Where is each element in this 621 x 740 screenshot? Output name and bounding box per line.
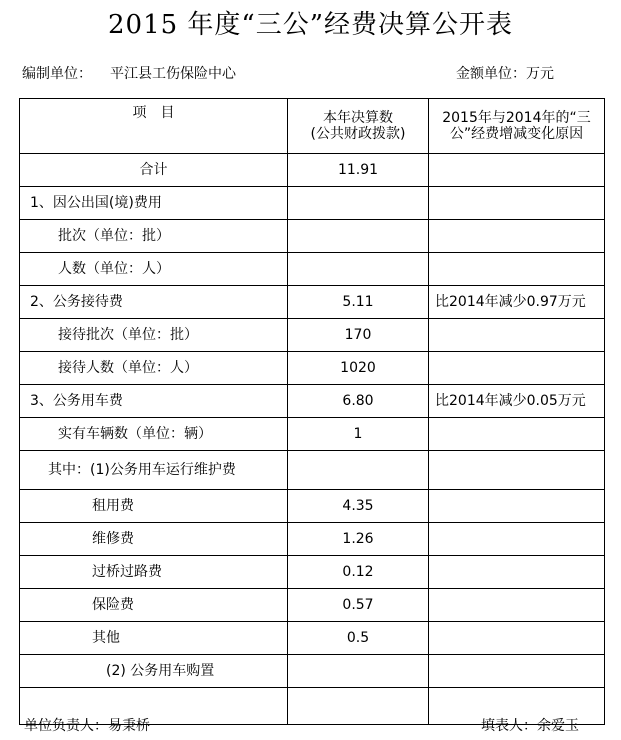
row-item: 其中：(1)公务用车运行维护费	[20, 451, 288, 490]
row-item: 其他	[20, 622, 288, 655]
row-amount: 5.11	[288, 286, 429, 319]
row-reason	[429, 187, 605, 220]
table-row	[20, 556, 605, 589]
row-item: 实有车辆数（单位：辆）	[20, 418, 288, 451]
table-row	[20, 253, 605, 286]
table-row	[20, 622, 605, 655]
table-row	[20, 319, 605, 352]
table-row	[20, 589, 605, 622]
row-reason	[429, 556, 605, 589]
row-amount	[288, 187, 429, 220]
row-amount	[288, 220, 429, 253]
column-header-amount: 本年决算数 (公共财政拨款)	[288, 99, 429, 154]
row-item: 人数（单位：人）	[20, 253, 288, 286]
row-reason	[429, 451, 605, 490]
row-reason	[429, 154, 605, 187]
table-row	[20, 451, 605, 490]
table-row	[20, 220, 605, 253]
row-amount: 4.35	[288, 490, 429, 523]
row-amount: 0.12	[288, 556, 429, 589]
document-title: 2015 年度“三公”经费决算公开表	[107, 10, 514, 40]
row-reason	[429, 622, 605, 655]
row-amount: 170	[288, 319, 429, 352]
row-amount: 0.57	[288, 589, 429, 622]
row-amount: 11.91	[288, 154, 429, 187]
row-item: 2、公务接待费	[20, 286, 288, 319]
row-reason: 比2014年减少0.97万元	[429, 286, 605, 319]
table-row	[20, 352, 605, 385]
row-reason	[429, 655, 605, 688]
table-row	[20, 385, 605, 418]
compiling-unit	[22, 63, 236, 83]
row-item: 保险费	[20, 589, 288, 622]
row-amount: 1020	[288, 352, 429, 385]
row-item: (2) 公务用车购置	[20, 655, 288, 688]
row-reason	[429, 352, 605, 385]
unit-responsible-person: 单位负责人：易秉桥	[24, 718, 150, 734]
row-item: 合计	[20, 154, 288, 187]
row-item: 接待人数（单位：人）	[20, 352, 288, 385]
row-amount: 6.80	[288, 385, 429, 418]
row-item: 批次（单位：批）	[20, 220, 288, 253]
table-row	[20, 490, 605, 523]
row-reason	[429, 319, 605, 352]
column-header-item: 项 目	[20, 99, 288, 154]
row-item: 维修费	[20, 523, 288, 556]
row-reason	[429, 589, 605, 622]
table-row	[20, 523, 605, 556]
row-reason	[429, 220, 605, 253]
table-row	[20, 286, 605, 319]
table-row	[20, 187, 605, 220]
row-item: 接待批次（单位：批）	[20, 319, 288, 352]
row-reason	[429, 418, 605, 451]
row-reason	[429, 490, 605, 523]
row-amount: 1	[288, 418, 429, 451]
table-row	[20, 655, 605, 688]
table-row	[20, 418, 605, 451]
table-row-total	[20, 154, 605, 187]
row-item: 租用费	[20, 490, 288, 523]
column-header-reason: 2015年与2014年的“三 公”经费增减变化原因	[429, 99, 605, 154]
compiling-unit-value: 平江县工伤保险中心	[110, 66, 236, 82]
row-reason	[429, 523, 605, 556]
row-item: 1、因公出国(境)费用	[20, 187, 288, 220]
amount-unit: 金额单位：万元	[456, 66, 554, 82]
row-reason: 比2014年减少0.05万元	[429, 385, 605, 418]
row-amount	[288, 451, 429, 490]
expense-table	[19, 98, 605, 725]
row-item: 过桥过路费	[20, 556, 288, 589]
compiling-unit-label: 编制单位：	[22, 66, 92, 82]
form-filler: 填表人：余爱玉	[481, 718, 579, 734]
row-amount: 1.26	[288, 523, 429, 556]
table-header-row	[20, 99, 605, 154]
row-amount	[288, 253, 429, 286]
row-reason	[429, 253, 605, 286]
row-amount	[288, 655, 429, 688]
row-amount	[288, 688, 429, 725]
row-amount: 0.5	[288, 622, 429, 655]
row-item: 3、公务用车费	[20, 385, 288, 418]
